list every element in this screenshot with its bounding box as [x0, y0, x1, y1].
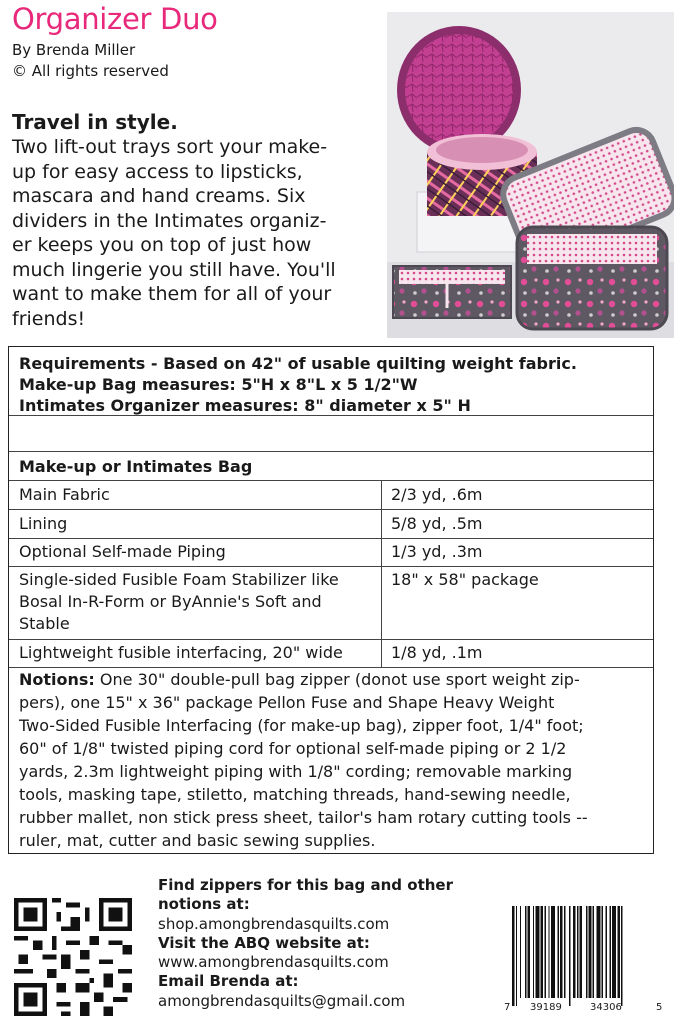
- barcode-bar: [551, 906, 555, 998]
- table-row: [9, 567, 653, 640]
- barcode-bar: [533, 906, 534, 998]
- requirements-header: [9, 347, 653, 416]
- column-divider: [381, 481, 382, 668]
- description-paragraph: [12, 135, 382, 331]
- footer-line: notions at:: [158, 895, 250, 914]
- barcode-digits: [504, 1002, 666, 1016]
- item-quantity: 2/3 yd, .6m: [391, 485, 483, 504]
- product-photo: [387, 12, 674, 338]
- requirements-table: [8, 346, 654, 854]
- blurb-line: er keeps you on top of just how: [12, 234, 312, 256]
- barcode-digit: 5: [656, 1002, 663, 1013]
- notions-line: pers), one 15" x 36" package Pellon Fuse and Shape Heavy Weight: [19, 693, 555, 712]
- barcode-bar: [558, 906, 559, 998]
- item-name: Main Fabric: [19, 485, 110, 504]
- barcode-bar: [573, 906, 576, 998]
- barcode-bar: [617, 906, 620, 998]
- notions-line: ruler, mat, cutter and basic sewing supplies.: [19, 831, 376, 850]
- blurb-line: much lingerie you still have. You'll: [12, 258, 336, 281]
- qr-code: [14, 898, 132, 1016]
- notions-first-line: [19, 668, 645, 691]
- barcode-bar: [577, 906, 578, 998]
- blurb-line: mascara and hand creams. Six: [12, 185, 306, 207]
- barcode-bar: [525, 906, 526, 998]
- barcode-bar: [512, 906, 515, 1006]
- requirements-line: Intimates Organizer measures: 8" diameter x 5" H: [19, 396, 471, 415]
- notions-line: yards, 2.3m lightweight piping with 1/8" cording; removable marking: [19, 762, 573, 781]
- notions-line: rubber mallet, non stick press sheet, tailor's ham rotary cutting tools --: [19, 808, 588, 827]
- barcode: [504, 906, 666, 1006]
- tagline: Travel in style.: [12, 110, 178, 134]
- barcode-bar: [548, 906, 549, 998]
- notions-first-text: One 30" double-pull bag zipper (donot use sport weight zip-: [94, 670, 580, 689]
- barcode-bar: [593, 906, 594, 998]
- footer-info: [158, 876, 488, 1011]
- barcode-digit: 7: [504, 1002, 511, 1013]
- barcode-bar: [535, 906, 539, 998]
- organizer-bags-illustration: [387, 12, 674, 338]
- requirements-line: Requirements - Based on 42" of usable quilting weight fabric.: [19, 354, 577, 373]
- footer-line: Find zippers for this bag and other: [158, 876, 453, 894]
- barcode-bar: [528, 906, 531, 998]
- table-row: [9, 510, 653, 539]
- barcode-digit: 39189: [530, 1002, 562, 1013]
- blurb-line: friends!: [12, 307, 86, 330]
- item-name-line: Single-sided Fusible Foam Stabilizer like: [19, 570, 339, 589]
- spacer-row: [9, 416, 653, 452]
- section-title: Make-up or Intimates Bag: [19, 457, 253, 476]
- website-link[interactable]: www.amongbrendasquilts.com: [158, 953, 389, 972]
- blurb-line: dividers in the Intimates organiz-: [12, 209, 327, 232]
- pattern-title: Organizer Duo: [12, 2, 218, 36]
- barcode-bar: [564, 906, 565, 998]
- notions-text: [19, 668, 645, 852]
- barcode-bar: [621, 906, 622, 1006]
- item-quantity: 5/8 yd, .5m: [391, 514, 483, 533]
- barcode-bar: [606, 906, 607, 998]
- notions-line: tools, masking tape, stiletto, matching threads, hand-sewing needle,: [19, 785, 571, 804]
- barcode-bar: [597, 906, 601, 998]
- barcode-bar: [589, 906, 592, 998]
- barcode-bar: [610, 906, 611, 998]
- footer-line: Email Brenda at:: [158, 972, 299, 991]
- author-byline: By Brenda Miller: [12, 41, 136, 59]
- barcode-bar: [602, 906, 603, 998]
- blurb-line: up for easy access to lipsticks,: [12, 160, 303, 183]
- item-name-line: Stable: [19, 614, 70, 633]
- item-quantity: 1/3 yd, .3m: [391, 542, 483, 561]
- blurb-line: Two lift-out trays sort your make-: [12, 136, 328, 158]
- barcode-bar: [545, 906, 546, 998]
- notions-line: 60" of 1/8" twisted piping cord for optional self-made piping or 2 1/2: [19, 739, 567, 758]
- table-row: [9, 539, 653, 567]
- email-link[interactable]: amongbrendasquilts@gmail.com: [158, 991, 406, 1010]
- table-row: [9, 481, 653, 510]
- item-quantity: 18" x 58" package: [391, 570, 539, 589]
- barcode-bar: [560, 906, 563, 998]
- shop-link[interactable]: shop.amongbrendasquilts.com: [158, 914, 390, 933]
- footer-line: Visit the ABQ website at:: [158, 933, 370, 952]
- blurb-line: want to make them for all of your: [12, 283, 332, 305]
- table-row: [9, 640, 653, 668]
- item-name: Lining: [19, 514, 68, 533]
- section-row: [9, 452, 653, 481]
- barcode-bar: [580, 906, 583, 998]
- barcode-bar: [612, 906, 616, 998]
- barcode-bar: [586, 906, 587, 998]
- barcode-bar: [516, 906, 517, 1006]
- item-name: Optional Self-made Piping: [19, 542, 226, 561]
- copyright-notice: © All rights reserved: [12, 62, 169, 80]
- item-quantity: 1/8 yd, .1m: [391, 643, 483, 662]
- barcode-bar: [520, 906, 521, 998]
- barcode-digit: 34306: [590, 1002, 622, 1013]
- requirements-line: Make-up Bag measures: 5"H x 8"L x 5 1/2"W: [19, 375, 418, 394]
- item-name: Lightweight fusible interfacing, 20" wide: [19, 643, 343, 662]
- notions-line: Two-Sided Fusible Interfacing (for make-up bag), zipper foot, 1/4" foot;: [19, 716, 584, 735]
- item-name-line: Bosal In-R-Form or ByAnnie's Soft and: [19, 592, 322, 611]
- barcode-bar: [541, 906, 544, 998]
- notions-label: Notions:: [19, 670, 95, 689]
- barcode-bar: [569, 906, 570, 1006]
